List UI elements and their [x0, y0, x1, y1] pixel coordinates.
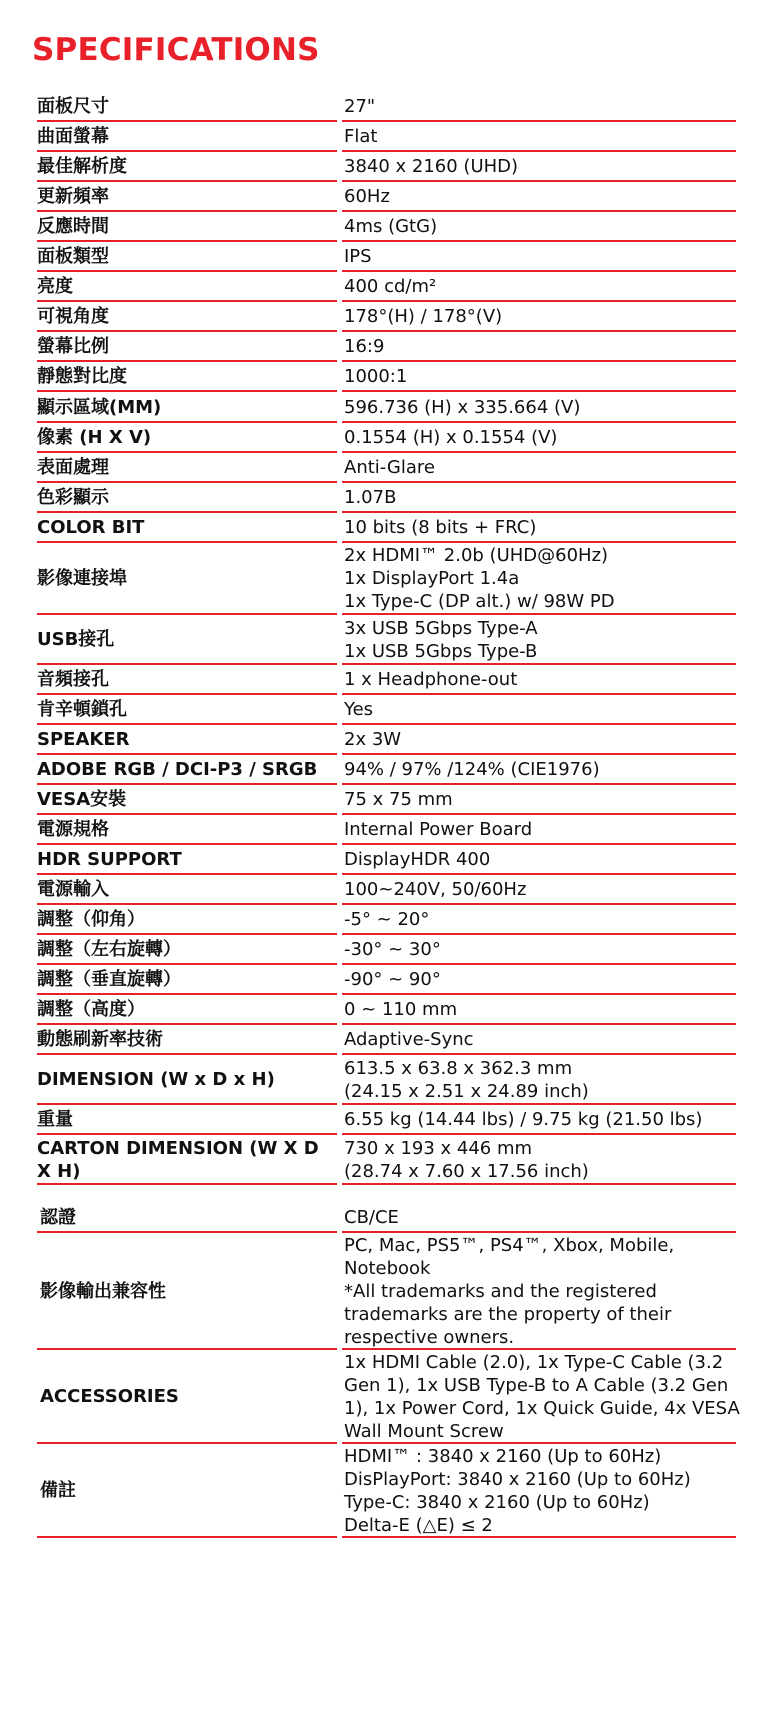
spec-row [37, 543, 736, 615]
spec-label: 肯辛頓鎖孔 [37, 695, 337, 725]
spec-value-line: (24.15 x 2.51 x 24.89 inch) [344, 1080, 589, 1102]
spec-value [342, 332, 736, 362]
spec-value-line: respective owners. [344, 1326, 515, 1348]
spec-label: CARTON DIMENSION (W X D X H) [37, 1135, 337, 1185]
spec-value [342, 875, 736, 905]
spec-row [37, 1350, 740, 1444]
spec-row [37, 1203, 736, 1233]
spec-row [37, 212, 736, 242]
spec-value-line: 1000:1 [344, 366, 408, 387]
spec-value-line: 27" [344, 96, 376, 117]
spec-row [37, 815, 736, 845]
spec-label: 認證 [37, 1203, 337, 1233]
spec-label: 動態刷新率技術 [37, 1025, 337, 1055]
spec-value-line: 60Hz [344, 186, 390, 207]
spec-value-line: 1x Type-C (DP alt.) w/ 98W PD [344, 591, 615, 612]
spec-value-line: PC, Mac, PS5™, PS4™, Xbox, Mobile, [344, 1234, 675, 1256]
spec-table [37, 92, 740, 1538]
spec-value-line: 596.736 (H) x 335.664 (V) [344, 396, 581, 418]
spec-value [342, 905, 736, 935]
spec-row [37, 905, 736, 935]
spec-label: 可視角度 [37, 302, 337, 332]
spec-value-line: Wall Mount Screw [344, 1420, 504, 1442]
spec-value [342, 92, 736, 122]
spec-value [342, 543, 736, 615]
spec-label: ADOBE RGB / DCI-P3 / SRGB [37, 755, 337, 785]
spec-value [342, 122, 736, 152]
spec-value-line: Gen 1), 1x USB Type-B to A Cable (3.2 Gen [344, 1374, 729, 1396]
spec-row [37, 362, 736, 392]
spec-row [37, 665, 736, 695]
spec-value [342, 725, 736, 755]
spec-value [342, 423, 736, 453]
spec-label: 備註 [37, 1444, 337, 1538]
spec-value-line: HDMI™ : 3840 x 2160 (Up to 60Hz) [344, 1445, 662, 1467]
spec-value [342, 1350, 740, 1444]
spec-row [37, 875, 736, 905]
spec-value [342, 615, 736, 665]
spec-label: 表面處理 [37, 453, 337, 483]
spec-value-line: IPS [344, 246, 372, 267]
spec-value-line: 94% / 97% /124% (CIE1976) [344, 759, 600, 780]
spec-value-line: -90° ~ 90° [344, 969, 441, 990]
spec-row [37, 92, 736, 122]
spec-value-line: 16:9 [344, 336, 385, 357]
spec-value-line: 2x 3W [344, 729, 402, 750]
spec-label: 面板尺寸 [37, 92, 337, 122]
spec-value [342, 665, 736, 695]
spec-row [37, 272, 736, 302]
spec-value-line: (28.74 x 7.60 x 17.56 inch) [344, 1160, 589, 1182]
spec-value [342, 483, 736, 513]
spec-value [342, 1105, 736, 1135]
spec-value-line: 3840 x 2160 (UHD) [344, 156, 519, 177]
spec-label: VESA安裝 [37, 785, 337, 815]
spec-value [342, 1233, 736, 1350]
spec-row [37, 1025, 736, 1055]
spec-label: 調整（垂直旋轉） [37, 965, 337, 995]
spec-value [342, 1444, 736, 1538]
spec-value-line: 10 bits (8 bits + FRC) [344, 517, 537, 538]
spec-row [37, 845, 736, 875]
spec-label: 顯示區域(MM) [37, 392, 337, 423]
spec-value-line: CB/CE [344, 1207, 399, 1228]
spec-value-line: 0.1554 (H) x 0.1554 (V) [344, 427, 558, 448]
spec-value-line: Internal Power Board [344, 819, 533, 840]
spec-row [37, 755, 736, 785]
spec-value-line: Adaptive-Sync [344, 1029, 474, 1050]
spec-value-line: Anti-Glare [344, 457, 435, 478]
spec-row [37, 122, 736, 152]
spec-value [342, 695, 736, 725]
spec-value-line: *All trademarks and the registered [344, 1280, 657, 1302]
spec-value [342, 1203, 736, 1233]
spec-row [37, 615, 736, 665]
spec-value [342, 362, 736, 392]
spec-label: 最佳解析度 [37, 152, 337, 182]
spec-value [342, 1025, 736, 1055]
spec-row [37, 785, 736, 815]
spec-value-line: 2x HDMI™ 2.0b (UHD@60Hz) [344, 545, 609, 566]
spec-row [37, 935, 736, 965]
spec-value-line: 75 x 75 mm [344, 789, 453, 810]
spec-value-line: 1x USB 5Gbps Type-B [344, 640, 538, 662]
spec-label: 電源規格 [37, 815, 337, 845]
spec-row [37, 423, 736, 453]
spec-row [37, 1105, 736, 1135]
spec-value [342, 755, 736, 785]
spec-value-line: -30° ~ 30° [344, 939, 441, 960]
spec-label: 更新頻率 [37, 182, 337, 212]
spec-value-line: 4ms (GtG) [344, 216, 438, 237]
spec-value [342, 242, 736, 272]
spec-label: 曲面螢幕 [37, 122, 337, 152]
spec-label: DIMENSION (W x D x H) [37, 1055, 337, 1105]
spec-row [37, 182, 736, 212]
spec-value [342, 152, 736, 182]
spec-label: COLOR BIT [37, 513, 337, 543]
spec-value [342, 212, 736, 242]
spec-label: 反應時間 [37, 212, 337, 242]
spec-row [37, 242, 736, 272]
spec-row [37, 695, 736, 725]
spec-label: 音頻接孔 [37, 665, 337, 695]
spec-row [37, 392, 736, 423]
spec-value-line: 6.55 kg (14.44 lbs) / 9.75 kg (21.50 lbs) [344, 1109, 703, 1130]
spec-row [37, 995, 736, 1025]
spec-value [342, 513, 736, 543]
spec-value-line: DisPlayPort: 3840 x 2160 (Up to 60Hz) [344, 1468, 691, 1490]
spec-label: 重量 [37, 1105, 337, 1135]
spec-value-line: Type-C: 3840 x 2160 (Up to 60Hz) [344, 1491, 650, 1513]
spec-value [342, 1055, 736, 1105]
spec-value-line: Notebook [344, 1257, 431, 1279]
spec-label: 電源輸入 [37, 875, 337, 905]
spec-value-line: 730 x 193 x 446 mm [344, 1137, 533, 1159]
spec-value-line: Delta-E (△E) ≤ 2 [344, 1514, 493, 1536]
spec-value [342, 272, 736, 302]
spec-value [342, 815, 736, 845]
spec-value-line: 1x HDMI Cable (2.0), 1x Type-C Cable (3.2 [344, 1351, 724, 1373]
spec-value-line: 1x DisplayPort 1.4a [344, 568, 520, 589]
spec-label: 螢幕比例 [37, 332, 337, 362]
spec-row [37, 302, 736, 332]
spec-label: USB接孔 [37, 615, 337, 665]
spec-row [37, 725, 736, 755]
spec-value-line: 178°(H) / 178°(V) [344, 306, 503, 327]
spec-value-line: 100~240V, 50/60Hz [344, 879, 527, 900]
spec-label: 靜態對比度 [37, 362, 337, 392]
spec-label: 調整（高度） [37, 995, 337, 1025]
spec-value [342, 965, 736, 995]
spec-value [342, 935, 736, 965]
spec-label: 影像輸出兼容性 [37, 1233, 337, 1350]
spec-value [342, 1135, 736, 1185]
spec-value-line: 0 ~ 110 mm [344, 999, 458, 1020]
spec-row [37, 1444, 736, 1538]
spec-value-line: DisplayHDR 400 [344, 849, 491, 870]
spec-row [37, 453, 736, 483]
spec-value [342, 302, 736, 332]
spec-row [37, 1233, 736, 1350]
spec-value [342, 845, 736, 875]
spec-value-line: 1), 1x Power Cord, 1x Quick Guide, 4x VESA [344, 1397, 740, 1419]
spec-row [37, 483, 736, 513]
spec-value-line: 613.5 x 63.8 x 362.3 mm [344, 1057, 573, 1079]
spec-value-line: Yes [344, 699, 374, 720]
spec-row [37, 152, 736, 182]
spec-value [342, 785, 736, 815]
spec-value-line: 1.07B [344, 487, 397, 508]
section-gap [37, 1185, 736, 1203]
spec-label: 影像連接埠 [37, 543, 337, 615]
spec-label: 像素 (H X V) [37, 423, 337, 453]
spec-value-line: Flat [344, 126, 378, 147]
spec-label: 調整（左右旋轉） [37, 935, 337, 965]
spec-value [342, 995, 736, 1025]
spec-row [37, 513, 736, 543]
spec-label: SPEAKER [37, 725, 337, 755]
spec-value [342, 453, 736, 483]
spec-label: 亮度 [37, 272, 337, 302]
spec-value-line: 3x USB 5Gbps Type-A [344, 617, 538, 639]
spec-label: 色彩顯示 [37, 483, 337, 513]
page-title: SPECIFICATIONS [32, 32, 320, 68]
spec-value-line: -5° ~ 20° [344, 909, 430, 930]
spec-label: 調整（仰角） [37, 905, 337, 935]
spec-row [37, 1055, 736, 1105]
spec-label: ACCESSORIES [37, 1350, 337, 1444]
spec-value [342, 182, 736, 212]
spec-value [342, 392, 736, 423]
spec-value-line: 1 x Headphone-out [344, 669, 518, 690]
spec-row [37, 332, 736, 362]
spec-value-line: 400 cd/m² [344, 276, 437, 297]
spec-label: 面板類型 [37, 242, 337, 272]
spec-label: HDR SUPPORT [37, 845, 337, 875]
spec-value-line: trademarks are the property of their [344, 1303, 672, 1325]
spec-row [37, 1135, 736, 1185]
spec-row [37, 965, 736, 995]
